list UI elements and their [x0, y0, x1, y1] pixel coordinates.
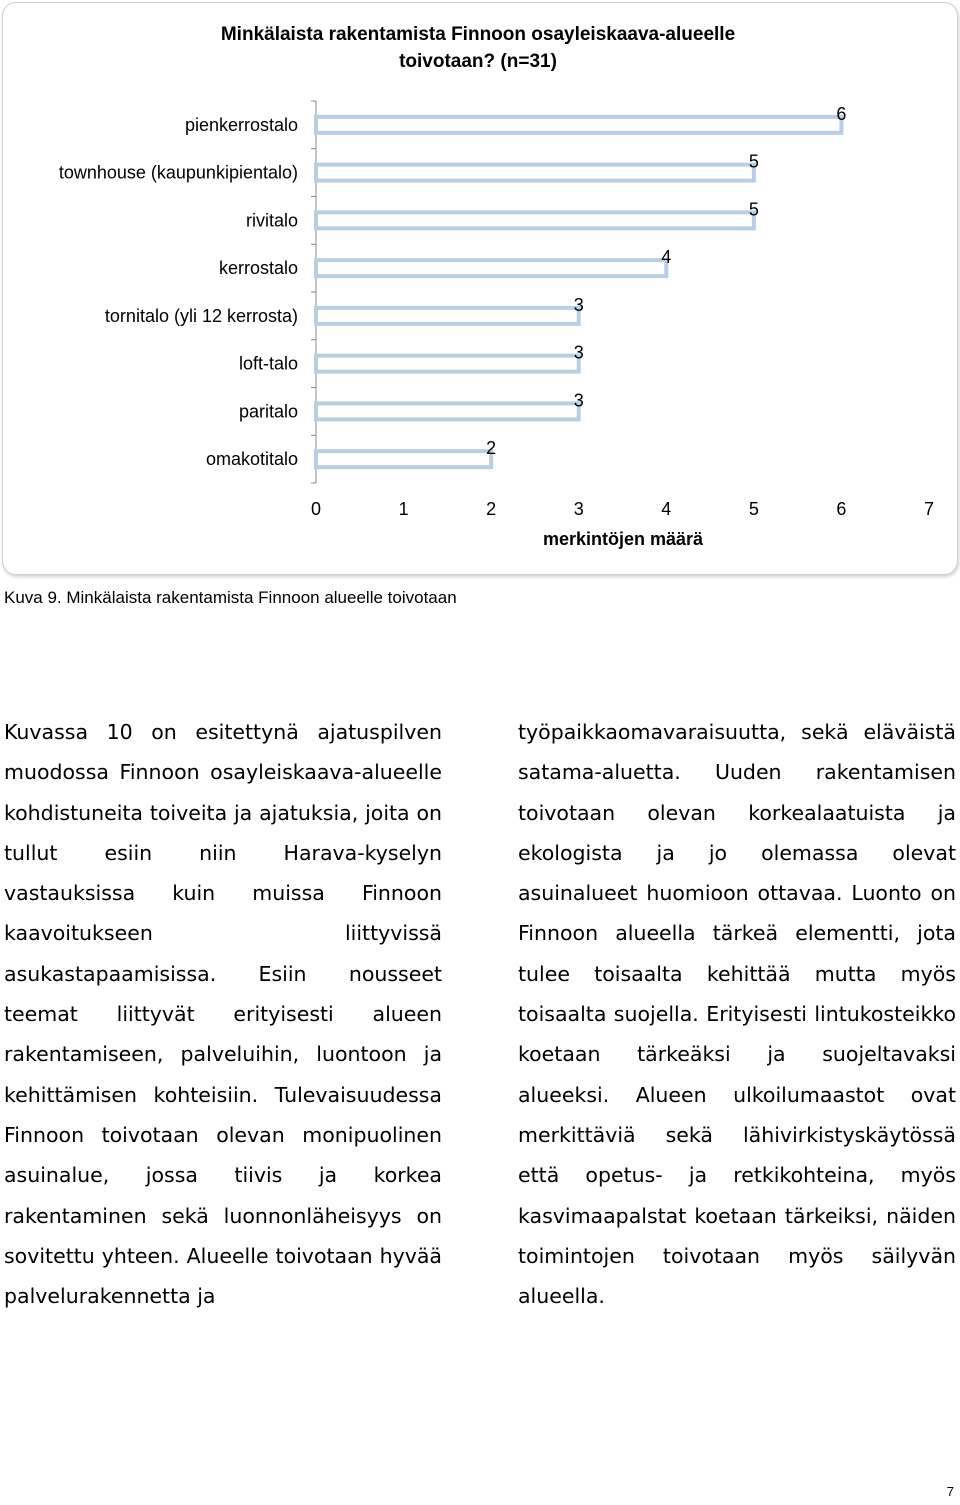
x-tick-label: 7	[923, 499, 935, 519]
category-label: tornitalo (yli 12 kerrosta)	[104, 305, 298, 326]
data-label: 3	[573, 390, 584, 411]
category-label: pienkerrostalo	[184, 114, 298, 135]
bar	[316, 165, 754, 181]
bar	[316, 212, 754, 228]
data-label: 5	[748, 199, 759, 220]
bar	[316, 260, 666, 276]
body-text-right-column	[518, 712, 956, 1316]
paragraph-right: työpaikkaomavaraisuutta, sekä eläväistä satama-aluetta. Uuden rakentamisen toivotaan olevan korkealaatuista ja ekologista ja jo olemassa olevat asuinalueet huomioon ottavaa. Luonto on Finnoon alueella tärkeä elementti, jota tulee toisaalta kehittää mutta myös toisaalta suojella. Erityisesti lintukosteikko koetaan tärkeäksi ja suojeltavaksi alueeksi. Alueen ulkoilumaastot ovat merkittäviä sekä lähivirkistyskäytössä että opetus- ja retkikohteina, myös kasvimaapalstat koetaan tärkeiksi, näiden toimintojen toivotaan myös säilyvän alueella.	[518, 720, 956, 1309]
x-axis-title: merkintöjen määrä	[542, 529, 704, 549]
chart-title: Minkälaista rakentamista Finnoon osayleiskaava-alueelle	[220, 24, 736, 45]
data-label: 4	[661, 247, 672, 268]
bar-chart	[3, 3, 957, 574]
x-tick-label: 2	[486, 499, 497, 519]
bar	[316, 117, 841, 133]
x-tick-label: 5	[748, 499, 759, 519]
x-tick-label: 1	[398, 499, 409, 519]
chart-title: toivotaan? (n=31)	[399, 51, 557, 72]
category-label: paritalo	[238, 401, 298, 422]
bar	[316, 451, 491, 467]
data-label: 3	[573, 294, 584, 315]
figure-caption: Kuva 9. Minkälaista rakentamista Finnoon alueelle toivotaan	[4, 588, 457, 607]
category-label: rivitalo	[245, 210, 298, 231]
category-label: kerrostalo	[218, 258, 298, 279]
data-label: 5	[748, 151, 759, 172]
bar	[316, 308, 579, 324]
category-label: omakotitalo	[205, 449, 298, 470]
x-tick-label: 6	[836, 499, 847, 519]
category-label: townhouse (kaupunkipientalo)	[58, 162, 298, 183]
x-tick-label: 4	[661, 499, 672, 519]
data-label: 2	[486, 438, 497, 459]
x-tick-label: 3	[573, 499, 584, 519]
data-label: 3	[573, 342, 584, 363]
x-tick-label: 0	[310, 499, 322, 519]
body-text-left-column	[4, 712, 442, 1316]
bar	[316, 403, 579, 419]
paragraph-left: Kuvassa 10 on esitettynä ajatuspilven muodossa Finnoon osayleiskaava-alueelle kohdistuneita toiveita ja ajatuksia, joita on tullut esiin niin Harava-kyselyn vastauksissa kuin muissa Finnoon kaavoitukseen liittyvissä asukastapaamisissa. Esiin nousseet teemat liittyvät erityisesti alueen rakentamiseen, palveluihin, luontoon ja kehittämisen kohteisiin. Tulevaisuudessa Finnoon toivotaan olevan monipuolinen asuinalue, jossa tiivis ja korkea rakentaminen sekä luonnonläheisyys on sovitettu yhteen. Alueelle toivotaan hyvää palvelurakennetta ja	[4, 720, 442, 1309]
category-label: loft-talo	[238, 353, 298, 374]
chart-container	[2, 2, 958, 575]
page-number: 7	[946, 1484, 954, 1499]
bar	[316, 356, 579, 372]
data-label: 6	[836, 103, 847, 124]
